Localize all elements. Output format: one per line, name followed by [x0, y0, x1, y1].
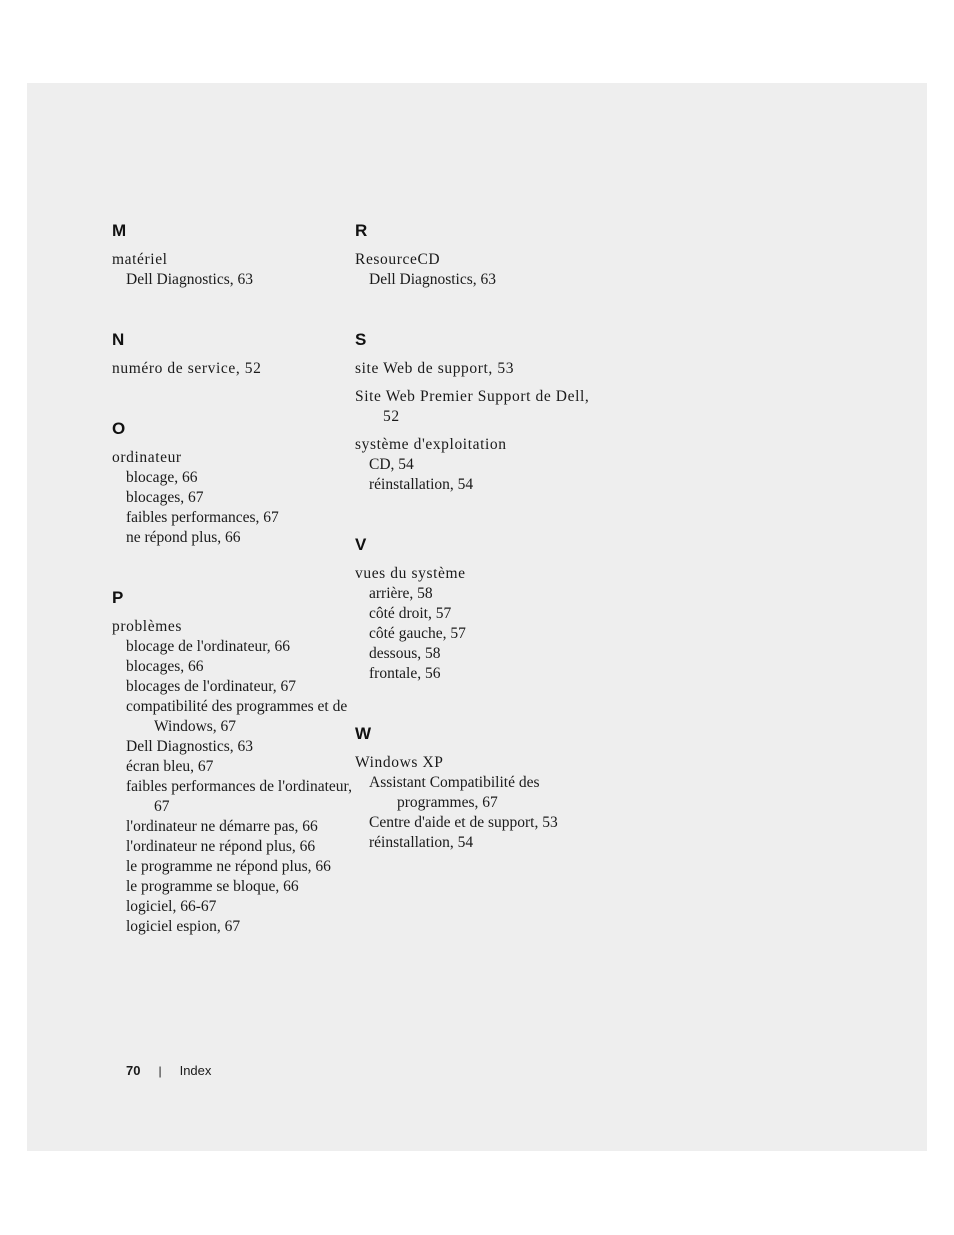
index-section-s [355, 330, 595, 495]
index-column-right [355, 221, 595, 893]
index-subentry: CD, 54 [369, 456, 414, 473]
index-column-left [112, 221, 352, 977]
index-entry [355, 387, 595, 427]
index-section-n [112, 330, 352, 379]
index-subentry: réinstallation, 54 [369, 834, 474, 851]
index-subentry: arrière, 58 [369, 585, 433, 602]
footer-separator: | [158, 1064, 162, 1078]
index-subentry: compatibilité des programmes et de Windows, 67 [126, 698, 348, 735]
index-entry-main: vues du système [355, 565, 466, 582]
index-subentry: écran bleu, 67 [126, 758, 214, 775]
index-entry [355, 250, 595, 290]
index-entry [112, 359, 352, 379]
section-letter: N [112, 330, 125, 349]
footer-section-title: Index [179, 1063, 212, 1078]
index-entry-main: ordinateur [112, 449, 182, 466]
index-subentry: Assistant Compatibilité des programmes, 67 [369, 774, 540, 811]
index-subentry: Centre d'aide et de support, 53 [369, 814, 558, 831]
index-subentry: faibles performances, 67 [126, 509, 279, 526]
index-entry [112, 250, 352, 290]
index-subentry: l'ordinateur ne démarre pas, 66 [126, 818, 318, 835]
index-entry-main: matériel [112, 251, 168, 268]
section-letter: M [112, 221, 127, 240]
section-letter: O [112, 419, 126, 438]
index-subentry: le programme ne répond plus, 66 [126, 858, 331, 875]
index-section-w [355, 724, 595, 853]
index-subentry: réinstallation, 54 [369, 476, 474, 493]
index-subentry: Dell Diagnostics, 63 [126, 271, 253, 288]
section-letter: S [355, 330, 367, 349]
index-entry-main: Site Web Premier Support de Dell, 52 [355, 388, 590, 425]
index-entry [355, 753, 595, 853]
index-entry [355, 359, 595, 379]
index-subentry: blocages, 67 [126, 489, 204, 506]
index-subentry: Dell Diagnostics, 63 [126, 738, 253, 755]
index-section-o [112, 419, 352, 548]
index-subentry: faibles performances de l'ordinateur, 67 [126, 778, 352, 815]
index-subentry: côté gauche, 57 [369, 625, 466, 642]
index-entry-main: ResourceCD [355, 251, 441, 268]
section-letter: W [355, 724, 372, 743]
index-page [27, 83, 927, 1151]
index-section-v [355, 535, 595, 684]
index-entry [355, 564, 595, 684]
index-entry [355, 435, 595, 495]
section-letter: P [112, 588, 124, 607]
page-footer [126, 1063, 211, 1079]
index-section-p [112, 588, 352, 937]
index-entry-main: problèmes [112, 618, 182, 635]
index-subentry: l'ordinateur ne répond plus, 66 [126, 838, 316, 855]
index-entry-main: numéro de service, 52 [112, 360, 262, 377]
page-number: 70 [126, 1063, 141, 1078]
index-section-m [112, 221, 352, 290]
index-subentry: blocage, 66 [126, 469, 198, 486]
index-entry-main: Windows XP [355, 754, 444, 771]
index-subentry: côté droit, 57 [369, 605, 452, 622]
index-entry [112, 617, 352, 937]
index-subentry: le programme se bloque, 66 [126, 878, 299, 895]
index-subentry: Dell Diagnostics, 63 [369, 271, 496, 288]
index-subentry: blocages de l'ordinateur, 67 [126, 678, 297, 695]
section-letter: V [355, 535, 367, 554]
index-subentry: frontale, 56 [369, 665, 441, 682]
index-section-r [355, 221, 595, 290]
index-entry-main: site Web de support, 53 [355, 360, 515, 377]
index-subentry: logiciel espion, 67 [126, 918, 241, 935]
index-subentry: ne répond plus, 66 [126, 529, 241, 546]
section-letter: R [355, 221, 368, 240]
index-entry [112, 448, 352, 548]
index-subentry: logiciel, 66-67 [126, 898, 217, 915]
index-subentry: blocages, 66 [126, 658, 204, 675]
index-subentry: dessous, 58 [369, 645, 441, 662]
index-entry-main: système d'exploitation [355, 436, 507, 453]
index-subentry: blocage de l'ordinateur, 66 [126, 638, 290, 655]
